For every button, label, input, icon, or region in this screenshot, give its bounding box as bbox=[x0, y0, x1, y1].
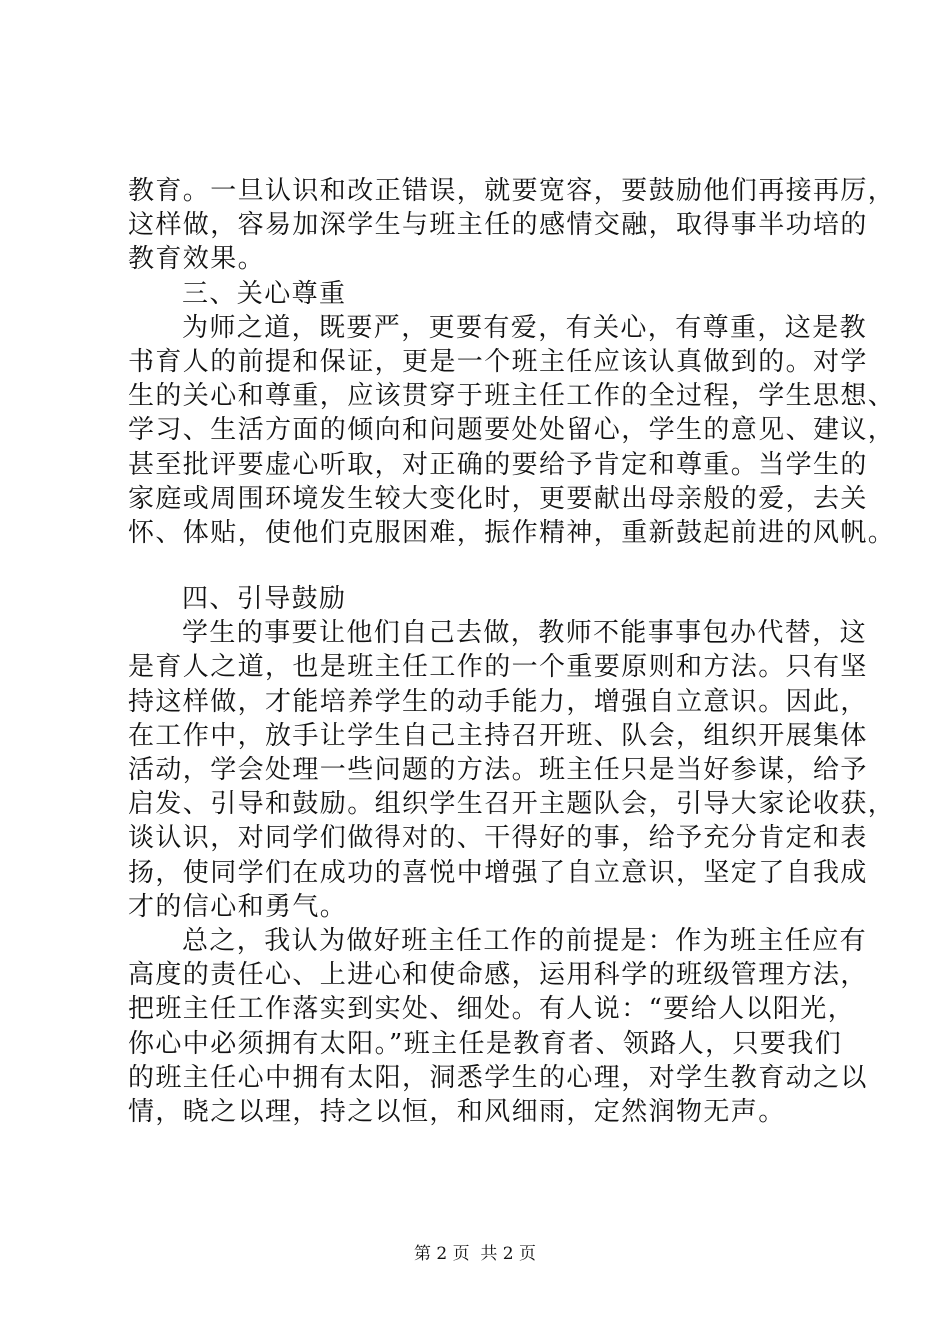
paragraph-line: 书育人的前提和保证，更是一个班主任应该认真做到的。对学 bbox=[128, 346, 868, 377]
paragraph-line: 教育效果。 bbox=[128, 244, 266, 275]
document-body bbox=[128, 174, 896, 1129]
paragraph-line: 在工作中，放手让学生自己主持召开班、队会，组织开展集体 bbox=[128, 720, 868, 751]
section-heading: 四、引导鼓励 bbox=[182, 584, 347, 615]
paragraph-line: 把班主任工作落实到实处、细处。有人说：“要给人以阳光， bbox=[128, 994, 856, 1025]
paragraph-line: 活动，学会处理一些问题的方法。班主任只是当好参谋，给予 bbox=[128, 755, 868, 785]
paragraph-line: 生的关心和尊重，应该贯穿于班主任工作的全过程，学生思想、 bbox=[128, 381, 896, 412]
paragraph-line: 甚至批评要虚心听取，对正确的要给予肯定和尊重。当学生的 bbox=[128, 449, 868, 480]
paragraph-line: 学习、生活方面的倾向和问题要处处留心，学生的意见、建议， bbox=[128, 415, 896, 446]
paragraph-line: 才的信心和勇气。 bbox=[128, 891, 348, 922]
paragraph-line: 总之，我认为做好班主任工作的前提是：作为班主任应有 bbox=[182, 925, 868, 956]
paragraph-line: 启发、引导和鼓励。组织学生召开主题队会，引导大家论收获， bbox=[128, 789, 896, 820]
paragraph-line: 扬，使同学们在成功的喜悦中增强了自立意识，坚定了自我成 bbox=[128, 857, 868, 888]
paragraph-line: 教育。一旦认识和改正错误，就要宽容，要鼓励他们再接再厉， bbox=[128, 176, 896, 206]
paragraph-line: 你心中必须拥有太阳。”班主任是教育者、领路人，只要我们 bbox=[128, 1028, 843, 1059]
paragraph-line: 学生的事要让他们自己去做，教师不能事事包办代替，这 bbox=[182, 618, 868, 649]
paragraph-line: 的班主任心中拥有太阳，洞悉学生的心理，对学生教育动之以 bbox=[128, 1062, 868, 1093]
paragraph-line: 谈认识，对同学们做得对的、干得好的事，给予充分肯定和表 bbox=[128, 823, 868, 854]
paragraph-spacer bbox=[128, 550, 848, 582]
paragraph-line: 家庭或周围环境发生较大变化时，更要献出母亲般的爱，去关 bbox=[128, 483, 868, 514]
page-number-footer: 第 2 页 共 2 页 bbox=[413, 1244, 537, 1264]
section-heading: 三、关心尊重 bbox=[182, 278, 347, 309]
paragraph-line: 怀、体贴，使他们克服困难，振作精神，重新鼓起前进的风帆。 bbox=[128, 517, 896, 548]
paragraph-line: 这样做，容易加深学生与班主任的感情交融，取得事半功培的 bbox=[128, 210, 868, 241]
paragraph-line: 是育人之道，也是班主任工作的一个重要原则和方法。只有坚 bbox=[128, 652, 868, 683]
paragraph-line: 为师之道，既要严，更要有爱，有关心，有尊重，这是教 bbox=[182, 312, 868, 343]
paragraph-line: 高度的责任心、上进心和使命感，运用科学的班级管理方法， bbox=[128, 960, 868, 991]
paragraph-line: 情，晓之以理，持之以恒，和风细雨，定然润物无声。 bbox=[128, 1096, 786, 1127]
paragraph-line: 持这样做，才能培养学生的动手能力，增强自立意识。因此， bbox=[128, 686, 868, 717]
